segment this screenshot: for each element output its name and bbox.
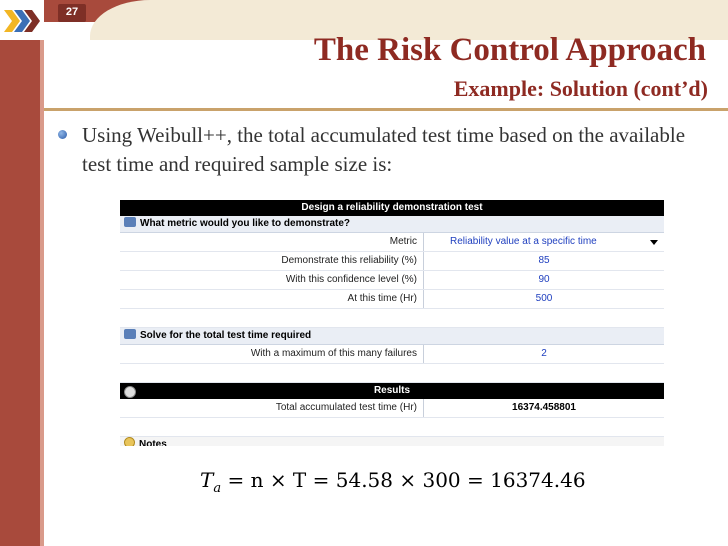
table-row xyxy=(120,399,664,418)
table-row xyxy=(120,271,664,290)
table-row xyxy=(120,233,664,252)
results-header xyxy=(120,383,664,399)
page-number: 27 xyxy=(58,4,86,22)
slide-title: The Risk Control Approach xyxy=(313,32,706,68)
metric-dropdown[interactable] xyxy=(424,233,664,251)
result-value: 16374.458801 xyxy=(512,402,576,413)
collapse-icon[interactable] xyxy=(124,329,136,339)
formula-rest: = n × T = 54.58 × 300 = 16374.46 xyxy=(221,468,586,492)
section-solve[interactable] xyxy=(120,328,664,345)
formula xyxy=(200,468,586,496)
notes-label: Notes xyxy=(139,439,167,446)
time-input[interactable]: 500 xyxy=(535,293,553,304)
section-metric[interactable] xyxy=(120,216,664,233)
bullet-icon xyxy=(58,130,67,139)
section-solve-label: Solve for the total test time required xyxy=(140,330,312,341)
left-decor-stripe xyxy=(40,0,44,546)
results-header-label: Results xyxy=(373,385,411,396)
spacer-row xyxy=(120,364,664,383)
metric-dropdown-value: Reliability value at a specific time xyxy=(450,236,597,247)
collapse-icon[interactable] xyxy=(124,217,136,227)
table-row xyxy=(120,290,664,309)
row-label: With this confidence level (%) xyxy=(120,271,424,289)
table-row xyxy=(120,252,664,271)
notes-icon xyxy=(124,437,135,446)
confidence-input[interactable]: 90 xyxy=(538,274,550,285)
gear-icon[interactable] xyxy=(124,386,136,398)
chevron-logo-icon xyxy=(2,6,42,36)
spacer-row xyxy=(120,418,664,437)
failures-input[interactable]: 2 xyxy=(541,348,547,359)
row-label: Metric xyxy=(120,233,424,251)
row-label: At this time (Hr) xyxy=(120,290,424,308)
reliability-demo-panel xyxy=(120,200,664,446)
section-metric-label: What metric would you like to demonstrate? xyxy=(140,218,351,229)
panel-header: Design a reliability demonstration test xyxy=(120,200,664,216)
table-row xyxy=(120,345,664,364)
row-label: Total accumulated test time (Hr) xyxy=(120,399,424,417)
bullet-text: Using Weibull++, the total accumulated test time based on the available test time and required sample size is: xyxy=(82,123,686,176)
title-divider xyxy=(44,108,728,111)
logo xyxy=(0,0,44,40)
spacer-row xyxy=(120,309,664,328)
row-label: With a maximum of this many failures xyxy=(120,345,424,363)
formula-lhs: T xyxy=(200,468,214,492)
row-label: Demonstrate this reliability (%) xyxy=(120,252,424,270)
chevron-down-icon[interactable] xyxy=(650,240,658,245)
formula-subscript: a xyxy=(213,481,222,496)
reliability-input[interactable]: 85 xyxy=(538,255,550,266)
slide-subtitle: Example: Solution (cont’d) xyxy=(453,76,708,101)
section-notes[interactable] xyxy=(120,437,664,446)
left-decor-band xyxy=(0,0,40,546)
